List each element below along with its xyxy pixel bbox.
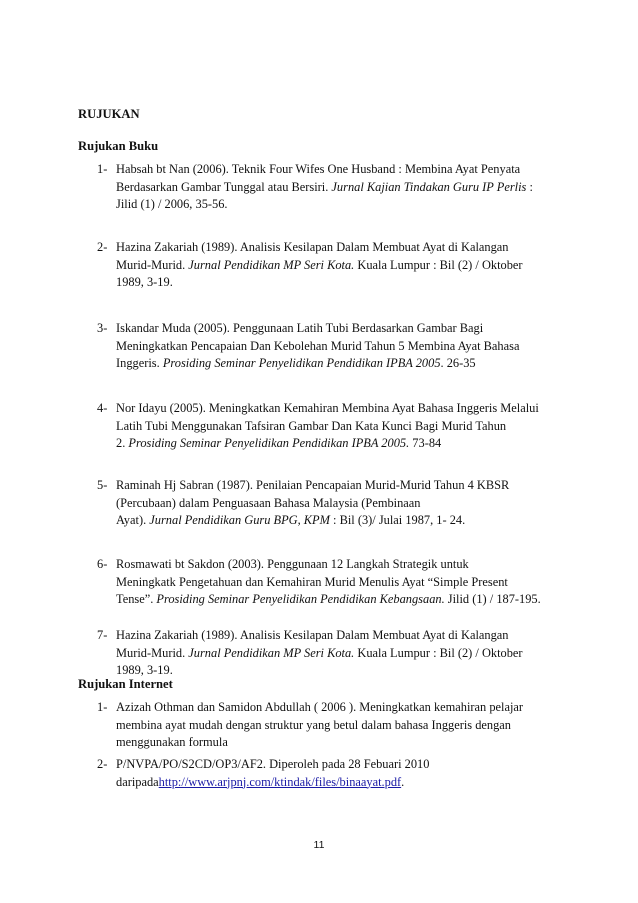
reference-segment: Meningkatkan Pencapaian Dan Kebolehan Murid Tahun 5 Membina Ayat Bahasa <box>116 338 520 353</box>
reference-line <box>116 574 557 592</box>
page-number: 11 <box>313 839 325 851</box>
reference-segment: Hazina Zakariah (1989). Analisis Kesilapan Dalam Membuat Ayat di Kalangan <box>116 628 509 642</box>
book-reference-item <box>97 320 557 373</box>
journal-title: Jurnal Pendidikan MP Seri Kota. <box>188 645 355 660</box>
reference-number: 1- <box>97 162 108 176</box>
reference-segment: Iskandar Muda (2005). Penggunaan Latih Tubi Berdasarkan Gambar Bagi <box>116 321 484 335</box>
reference-text <box>116 400 557 453</box>
reference-segment: 2. <box>116 436 129 450</box>
reference-number: 5- <box>97 478 108 492</box>
reference-segment: Habsah bt Nan (2006). Teknik Four Wifes One Husband : Membina Ayat Penyata <box>116 162 521 176</box>
reference-line <box>116 662 557 680</box>
reference-segment: 1989, 3-19. <box>116 275 173 289</box>
reference-line <box>116 179 557 197</box>
reference-segment: . 26-35 <box>440 356 476 370</box>
reference-segment: Raminah Hj Sabran (1987). Penilaian Pencapaian Murid-Murid Tahun 4 KBSR <box>116 478 510 492</box>
reference-segment: Kuala Lumpur : Bil (2) / Oktober <box>354 257 523 272</box>
reference-line <box>116 495 557 513</box>
reference-line <box>116 627 557 645</box>
reference-segment: membina ayat mudah dengan struktur yang betul dalam bahasa Inggeris dengan <box>116 717 511 732</box>
reference-line <box>116 645 557 663</box>
reference-segment: Inggeris. <box>116 356 163 370</box>
journal-title: Prosiding Seminar Penyelidikan Pendidikan IPBA 2005. <box>128 436 410 450</box>
reference-text <box>116 699 557 752</box>
reference-line <box>116 355 557 373</box>
reference-text <box>116 756 557 791</box>
reference-text <box>116 556 557 609</box>
reference-line <box>116 717 557 735</box>
reference-line <box>116 257 557 275</box>
reference-line <box>116 477 557 495</box>
reference-number: 2- <box>97 240 108 254</box>
reference-line <box>116 400 557 418</box>
reference-line <box>116 734 557 752</box>
reference-line <box>116 556 557 574</box>
reference-segment: Jilid (1) / 187-195. <box>444 592 541 606</box>
reference-segment: Hazina Zakariah (1989). Analisis Kesilapan Dalam Membuat Ayat di Kalangan <box>116 240 509 254</box>
reference-segment: Nor Idayu (2005). Meningkatkan Kemahiran Membina Ayat Bahasa Inggeris Melalui <box>116 401 539 415</box>
book-references-heading: Rujukan Buku <box>78 139 159 153</box>
reference-segment: Kuala Lumpur : Bil (2) / Oktober <box>354 645 523 660</box>
reference-number: 3- <box>97 321 108 335</box>
reference-number: 7- <box>97 628 108 642</box>
reference-link[interactable]: http://www.arjpnj.com/ktindak/files/binaayat.pdf <box>158 774 402 789</box>
reference-text <box>116 320 557 373</box>
reference-segment: Murid-Murid. <box>116 257 189 272</box>
reference-text <box>116 477 557 530</box>
internet-references-heading: Rujukan Internet <box>78 677 173 691</box>
book-reference-item <box>97 556 557 609</box>
reference-segment: Jilid (1) / 2006, 35-56. <box>116 197 228 211</box>
book-reference-item <box>97 239 557 292</box>
journal-title: Prosiding Seminar Penyelidikan Pendidikan Kebangsaan. <box>156 592 445 606</box>
book-reference-item <box>97 400 557 453</box>
reference-text <box>116 239 557 292</box>
internet-reference-item <box>97 756 557 791</box>
reference-line <box>116 161 557 179</box>
reference-line <box>116 196 557 214</box>
internet-reference-item <box>97 699 557 752</box>
reference-line <box>116 274 557 292</box>
reference-text <box>116 161 557 214</box>
reference-line <box>116 418 557 436</box>
journal-title: Prosiding Seminar Penyelidikan Pendidikan IPBA 2005 <box>162 356 441 370</box>
reference-line <box>116 756 557 774</box>
reference-segment: : <box>526 179 533 194</box>
book-reference-item <box>97 161 557 214</box>
reference-text <box>116 627 557 680</box>
reference-segment: 73-84 <box>409 436 442 450</box>
reference-segment: P/NVPA/PO/S2CD/OP3/AF2. Diperoleh pada 28 Febuari 2010 <box>116 757 430 771</box>
reference-line <box>116 338 557 356</box>
journal-title: Jurnal Pendidikan Guru BPG, KPM <box>149 513 330 527</box>
reference-segment: Tense”. <box>116 592 157 606</box>
reference-number: 4- <box>97 401 108 415</box>
reference-segment: Azizah Othman dan Samidon Abdullah ( 2006 ). Meningkatkan kemahiran pelajar <box>116 700 524 714</box>
reference-segment: menggunakan formula <box>116 735 228 749</box>
reference-line <box>116 774 557 792</box>
reference-number: 1- <box>97 700 108 714</box>
reference-line <box>116 239 557 257</box>
reference-number: 6- <box>97 557 108 571</box>
journal-title: Jurnal Kajian Tindakan Guru IP Perlis <box>331 179 527 194</box>
reference-segment: Latih Tubi Menggunakan Tafsiran Gambar Dan Kata Kunci Bagi Murid Tahun <box>116 418 507 433</box>
reference-line <box>116 591 557 609</box>
reference-line <box>116 435 557 453</box>
reference-segment: daripada <box>116 774 159 789</box>
references-heading: RUJUKAN <box>78 107 140 121</box>
reference-line <box>116 699 557 717</box>
reference-segment: (Percubaan) dalam Penguasaan Bahasa Malaysia (Pembinaan <box>116 495 421 510</box>
book-reference-item <box>97 477 557 530</box>
book-reference-item <box>97 627 557 680</box>
journal-title: Jurnal Pendidikan MP Seri Kota. <box>188 257 355 272</box>
reference-segment: 1989, 3-19. <box>116 663 173 677</box>
reference-segment: : Bil (3)/ Julai 1987, 1- 24. <box>329 513 466 527</box>
reference-line <box>116 320 557 338</box>
reference-line <box>116 512 557 530</box>
reference-segment: Berdasarkan Gambar Tunggal atau Bersiri. <box>116 179 332 194</box>
reference-segment: . <box>401 774 405 789</box>
reference-segment: Rosmawati bt Sakdon (2003). Penggunaan 12 Langkah Strategik untuk <box>116 557 469 571</box>
reference-segment: Meningkatk Pengetahuan dan Kemahiran Murid Menulis Ayat “Simple Present <box>116 574 508 589</box>
reference-number: 2- <box>97 757 108 771</box>
reference-segment: Ayat). <box>116 513 150 527</box>
reference-segment: Murid-Murid. <box>116 645 189 660</box>
